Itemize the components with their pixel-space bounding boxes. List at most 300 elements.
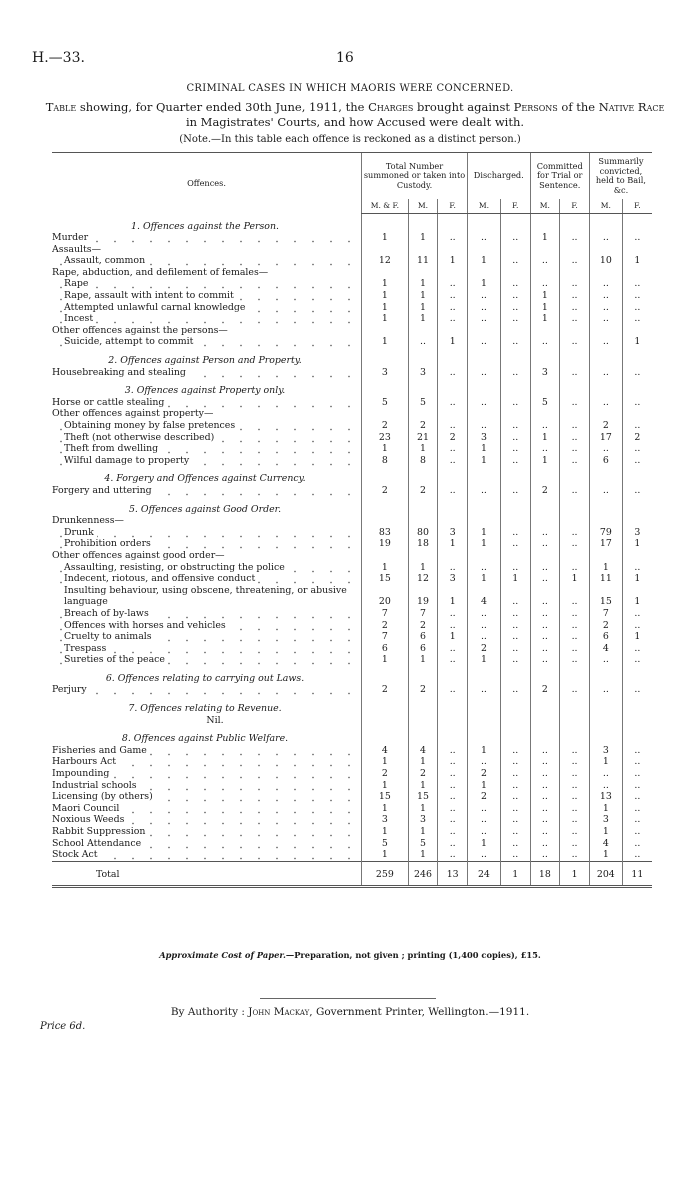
- cell-summarily-f: [622, 378, 652, 397]
- cell-discharged-m: 1: [468, 443, 501, 455]
- cell-total-mf: 2: [362, 485, 409, 497]
- table-row: [52, 420, 652, 432]
- cell-summarily-f: ..: [622, 608, 652, 620]
- section-heading-label: 8. Offences against Public Welfare.: [121, 733, 289, 745]
- table-row: [52, 336, 652, 348]
- section-heading: [52, 348, 362, 367]
- cell-committed-f: ..: [560, 313, 590, 325]
- cell-summarily-m: 6: [589, 631, 622, 643]
- offence-label: Perjury: [52, 684, 90, 695]
- offence-name: [52, 780, 362, 792]
- cell-total-f: ..: [438, 838, 468, 850]
- cell-discharged-f: ..: [500, 643, 530, 655]
- cell-total-m: 80: [408, 527, 438, 539]
- table-row: [52, 814, 652, 826]
- cell-summarily-f: [622, 666, 652, 685]
- offence-label: School Attendance: [52, 838, 144, 849]
- cell-committed-f: ..: [560, 443, 590, 455]
- cell-total-f: [438, 348, 468, 367]
- cell-committed-f: ..: [560, 814, 590, 826]
- table-row: [52, 684, 652, 696]
- offence-name: [52, 255, 362, 267]
- cell-total-f: ..: [438, 791, 468, 803]
- cell-total-f: ..: [438, 455, 468, 467]
- cell-discharged-f: [500, 244, 530, 256]
- cell-summarily-f: [622, 497, 652, 516]
- cell-total-f: ..: [438, 654, 468, 666]
- cell-summarily-m: 10: [589, 255, 622, 267]
- cell-discharged-m: 2: [468, 768, 501, 780]
- cell-discharged-f: ..: [500, 290, 530, 302]
- cell-total-m: [408, 267, 438, 279]
- cell-committed-f: ..: [560, 643, 590, 655]
- nil-text: Nil.: [206, 715, 226, 726]
- cell-summarily-m: 3: [589, 745, 622, 757]
- subtitle-part: showing, for Quarter ended 30th June, 1911, the: [76, 100, 369, 114]
- cell-summarily-f: ..: [622, 814, 652, 826]
- cell-summarily-m: 79: [589, 527, 622, 539]
- cell-summarily-f: [622, 515, 652, 527]
- cell-total-m: 1: [408, 780, 438, 792]
- cell-summarily-f: [622, 466, 652, 485]
- cell-committed-f: 1: [560, 573, 590, 585]
- cell-discharged-f: ..: [500, 838, 530, 850]
- cell-total-m: [408, 696, 438, 715]
- cell-summarily-m: 1: [589, 756, 622, 768]
- subheader-m: M.: [408, 199, 438, 214]
- section-heading-label: 1. Offences against the Person.: [131, 220, 279, 232]
- cell-committed-f: [560, 550, 590, 562]
- offence-name: [52, 420, 362, 432]
- cell-total-f: [438, 550, 468, 562]
- table-row: [52, 302, 652, 314]
- subheader-f: F.: [560, 199, 590, 214]
- cell-total-m: 19: [408, 585, 438, 608]
- cell-committed-m: ..: [530, 255, 560, 267]
- cell-summarily-f: ..: [622, 455, 652, 467]
- cell-committed-m: ..: [530, 803, 560, 815]
- table-row: [52, 367, 652, 379]
- cell-summarily-m: 11: [589, 573, 622, 585]
- cell-summarily-f: [622, 408, 652, 420]
- cell-summarily-f: ..: [622, 643, 652, 655]
- offence-label: Theft from dwelling: [64, 443, 161, 454]
- offence-name: [52, 443, 362, 455]
- cell-total-f: ..: [438, 849, 468, 861]
- table-row: [52, 620, 652, 632]
- cell-discharged-f: [500, 325, 530, 337]
- cell-committed-m: [530, 696, 560, 715]
- cell-committed-f: ..: [560, 768, 590, 780]
- offence-label: Murder: [52, 232, 91, 243]
- cell-summarily-f: ..: [622, 420, 652, 432]
- cell-summarily-f: ..: [622, 485, 652, 497]
- cell-summarily-f: ..: [622, 745, 652, 757]
- offence-name: [52, 849, 362, 861]
- cell-total-m: 18: [408, 538, 438, 550]
- offence-label: Assault, common: [64, 255, 148, 266]
- cell-total-mf: 1: [362, 443, 409, 455]
- cell-discharged-m: ..: [468, 631, 501, 643]
- offence-name: [52, 684, 362, 696]
- cell-discharged-f: ..: [500, 814, 530, 826]
- cell-discharged-f: ..: [500, 232, 530, 244]
- offence-label: Insulting behaviour, using obscene, threatening, or abusive language: [64, 584, 347, 608]
- cell-summarily-f: ..: [622, 313, 652, 325]
- cell-discharged-m: ..: [468, 420, 501, 432]
- cell-total-f: [438, 726, 468, 745]
- cell-committed-m: 3: [530, 367, 560, 379]
- cell-discharged-m: [468, 515, 501, 527]
- cell-summarily-f: ..: [622, 397, 652, 409]
- offence-name: [52, 397, 362, 409]
- cell-discharged-f: ..: [500, 780, 530, 792]
- cell-discharged-m: ..: [468, 756, 501, 768]
- section-heading-label: 4. Forgery and Offences against Currency.: [104, 473, 306, 485]
- cell-committed-f: ..: [560, 608, 590, 620]
- cell-total-mf: 15: [362, 791, 409, 803]
- section-heading: [52, 497, 362, 516]
- cell-summarily-f: 1: [622, 585, 652, 608]
- subheader-m: M.: [530, 199, 560, 214]
- cell-summarily-m: 17: [589, 432, 622, 444]
- table-row: [52, 550, 652, 562]
- cell-summarily-f: ..: [622, 302, 652, 314]
- offence-name: [52, 756, 362, 768]
- cell-total-f: 1: [438, 631, 468, 643]
- cell-total-m: 2: [408, 485, 438, 497]
- offence-name: [52, 244, 362, 256]
- cell-total-mf: 7: [362, 631, 409, 643]
- cell-discharged-f: ..: [500, 745, 530, 757]
- table-row: [52, 244, 652, 256]
- section-heading: [52, 696, 362, 715]
- table-subtitle: [40, 100, 670, 130]
- cell-total-mf: 1: [362, 849, 409, 861]
- cell-committed-f: [560, 715, 590, 727]
- offence-label: Rabbit Suppression: [52, 826, 148, 837]
- subheader-m: M.: [589, 199, 622, 214]
- cell-total-mf: 2: [362, 768, 409, 780]
- offence-label: Assaults—: [52, 244, 104, 255]
- cell-total-mf: 6: [362, 643, 409, 655]
- cell-total-m: 21: [408, 432, 438, 444]
- cell-total-m: 3: [408, 814, 438, 826]
- cell-committed-f: [560, 325, 590, 337]
- cell-discharged-m: [468, 378, 501, 397]
- section-heading-row: [52, 696, 652, 715]
- cell-discharged-f: ..: [500, 455, 530, 467]
- table-row: [52, 538, 652, 550]
- table-row: [52, 455, 652, 467]
- offence-name: [52, 791, 362, 803]
- cell-total-m: 8: [408, 455, 438, 467]
- cell-committed-f: ..: [560, 631, 590, 643]
- offence-label: Industrial schools: [52, 780, 140, 791]
- cell-committed-m: ..: [530, 527, 560, 539]
- cell-discharged-f: ..: [500, 585, 530, 608]
- cell-discharged-m: 1: [468, 745, 501, 757]
- cell-discharged-f: ..: [500, 684, 530, 696]
- cell-summarily-f: ..: [622, 826, 652, 838]
- table-row: [52, 432, 652, 444]
- subtitle-part: Table: [45, 100, 77, 114]
- subtitle-part: Persons: [513, 100, 558, 114]
- cell-committed-f: ..: [560, 756, 590, 768]
- cell-discharged-m: [468, 550, 501, 562]
- cell-discharged-m: 2: [468, 643, 501, 655]
- cell-total-m: 6: [408, 631, 438, 643]
- total-row: [52, 861, 652, 886]
- cell-summarily-m: 1: [589, 826, 622, 838]
- offence-name: [52, 455, 362, 467]
- cell-total-f: 1: [438, 585, 468, 608]
- cell-discharged-m: [468, 466, 501, 485]
- cell-committed-f: [560, 244, 590, 256]
- cell-total-f: ..: [438, 397, 468, 409]
- cell-total-f: ..: [438, 313, 468, 325]
- cell-committed-m: ..: [530, 573, 560, 585]
- table-row: [52, 485, 652, 497]
- offence-label: Stock Act: [52, 849, 101, 860]
- cell-discharged-m: 1: [468, 527, 501, 539]
- cell-summarily-m: 6: [589, 455, 622, 467]
- section-heading-row: [52, 378, 652, 397]
- offence-name: [52, 325, 362, 337]
- cell-summarily-f: 3: [622, 527, 652, 539]
- cell-total-m: 1: [408, 803, 438, 815]
- cell-total-f: [438, 497, 468, 516]
- cell-discharged-m: ..: [468, 562, 501, 574]
- cell-discharged-f: 1: [500, 861, 530, 886]
- total-text: Total: [96, 869, 123, 880]
- section-heading-label: 7. Offences relating to Revenue.: [128, 703, 282, 715]
- cell-total-mf: 23: [362, 432, 409, 444]
- offence-label: Other offences against property—: [52, 408, 216, 419]
- cell-summarily-m: [589, 696, 622, 715]
- table-row: [52, 654, 652, 666]
- cell-total-mf: 83: [362, 527, 409, 539]
- cell-total-mf: 1: [362, 780, 409, 792]
- table-row: [52, 838, 652, 850]
- cell-committed-m: ..: [530, 814, 560, 826]
- cell-committed-m: ..: [530, 780, 560, 792]
- cell-total-m: [408, 466, 438, 485]
- cell-total-m: 5: [408, 397, 438, 409]
- table-body: [52, 214, 652, 887]
- cell-total-mf: [362, 515, 409, 527]
- offence-label: Horse or cattle stealing: [52, 397, 167, 408]
- cell-summarily-f: [622, 325, 652, 337]
- authority-prefix: By Authority :: [170, 1006, 249, 1018]
- cell-total-f: ..: [438, 367, 468, 379]
- cell-discharged-m: [468, 666, 501, 685]
- cell-total-mf: [362, 550, 409, 562]
- cell-committed-f: ..: [560, 538, 590, 550]
- cell-summarily-m: ..: [589, 278, 622, 290]
- cell-total-mf: 1: [362, 290, 409, 302]
- cell-committed-f: [560, 408, 590, 420]
- cell-committed-m: ..: [530, 585, 560, 608]
- cell-discharged-f: ..: [500, 654, 530, 666]
- cell-discharged-f: ..: [500, 443, 530, 455]
- cell-discharged-m: ..: [468, 608, 501, 620]
- cell-total-m: 2: [408, 620, 438, 632]
- cell-total-f: ..: [438, 608, 468, 620]
- cell-committed-m: [530, 378, 560, 397]
- cell-summarily-f: ..: [622, 756, 652, 768]
- table-row: [52, 573, 652, 585]
- cell-committed-f: ..: [560, 654, 590, 666]
- cell-summarily-m: [589, 348, 622, 367]
- cell-discharged-f: 1: [500, 573, 530, 585]
- cell-total-f: [438, 696, 468, 715]
- offence-label: Prohibition orders: [64, 538, 154, 549]
- cell-discharged-m: ..: [468, 290, 501, 302]
- cell-discharged-f: [500, 408, 530, 420]
- cell-total-m: 1: [408, 826, 438, 838]
- cell-total-m: [408, 214, 438, 233]
- authority-suffix: , Government Printer, Wellington.—1911.: [309, 1006, 530, 1018]
- cell-summarily-m: [589, 497, 622, 516]
- cell-total-mf: [362, 466, 409, 485]
- cell-committed-f: ..: [560, 336, 590, 348]
- cell-discharged-f: ..: [500, 336, 530, 348]
- cell-discharged-f: [500, 214, 530, 233]
- offence-label: Attempted unlawful carnal knowledge: [64, 302, 248, 313]
- cell-total-f: [438, 666, 468, 685]
- offence-label: Other offences against the persons—: [52, 325, 231, 336]
- cell-summarily-m: ..: [589, 443, 622, 455]
- offence-label: Obtaining money by false pretences: [64, 420, 238, 431]
- header-offences: Offences.: [52, 153, 362, 214]
- cell-summarily-f: ..: [622, 278, 652, 290]
- cell-committed-m: ..: [530, 443, 560, 455]
- section-heading: [52, 726, 362, 745]
- cell-total-m: [408, 408, 438, 420]
- cell-committed-m: 2: [530, 684, 560, 696]
- section-heading-label: 6. Offences relating to carrying out Laws.: [105, 672, 305, 684]
- cell-discharged-f: ..: [500, 278, 530, 290]
- table-row: [52, 756, 652, 768]
- cell-total-m: 11: [408, 255, 438, 267]
- cell-discharged-f: ..: [500, 485, 530, 497]
- cell-discharged-m: [468, 214, 501, 233]
- cell-total-mf: 5: [362, 397, 409, 409]
- cell-total-f: ..: [438, 745, 468, 757]
- cell-discharged-m: 1: [468, 780, 501, 792]
- cell-summarily-m: ..: [589, 684, 622, 696]
- total-label: [52, 861, 362, 886]
- cell-total-mf: [362, 666, 409, 685]
- cell-total-m: [408, 378, 438, 397]
- subheader-f: F.: [622, 199, 652, 214]
- cell-discharged-m: ..: [468, 620, 501, 632]
- printer-name: John Mackay: [248, 1006, 310, 1018]
- cell-summarily-f: ..: [622, 620, 652, 632]
- cell-committed-f: ..: [560, 562, 590, 574]
- cell-total-f: [438, 325, 468, 337]
- cell-total-mf: 1: [362, 803, 409, 815]
- cell-total-mf: 12: [362, 255, 409, 267]
- table-row: [52, 745, 652, 757]
- section-heading-label: 2. Offences against Person and Property.: [108, 355, 302, 367]
- cell-total-m: 246: [408, 861, 438, 886]
- cell-summarily-m: [589, 267, 622, 279]
- table-row: [52, 585, 652, 608]
- offence-label: Rape, abduction, and defilement of females—: [52, 267, 271, 278]
- section-heading-row: [52, 726, 652, 745]
- cell-total-f: ..: [438, 562, 468, 574]
- cell-discharged-f: ..: [500, 849, 530, 861]
- offence-name: [52, 562, 362, 574]
- offence-label: Incest: [64, 313, 96, 324]
- offence-label: Breach of by-laws: [64, 608, 152, 619]
- cell-discharged-m: 24: [468, 861, 501, 886]
- cell-discharged-f: [500, 497, 530, 516]
- offence-label: Wilful damage to property: [64, 455, 192, 466]
- cell-summarily-m: 4: [589, 643, 622, 655]
- cost-label: Approximate Cost of Paper.: [159, 950, 286, 960]
- table-row: [52, 313, 652, 325]
- offence-label: Harbours Act: [52, 756, 119, 767]
- section-heading: [52, 214, 362, 233]
- offence-name: [52, 267, 362, 279]
- cell-discharged-m: ..: [468, 313, 501, 325]
- cell-total-m: 1: [408, 232, 438, 244]
- cell-summarily-f: ..: [622, 562, 652, 574]
- offence-label: Drunk: [64, 527, 97, 538]
- cell-summarily-m: 4: [589, 838, 622, 850]
- cell-committed-m: ..: [530, 838, 560, 850]
- section-heading-label: 3. Offences against Property only.: [124, 385, 286, 397]
- cell-summarily-m: 15: [589, 585, 622, 608]
- cell-committed-f: ..: [560, 432, 590, 444]
- cell-summarily-m: [589, 726, 622, 745]
- cell-discharged-f: ..: [500, 527, 530, 539]
- cell-summarily-m: ..: [589, 336, 622, 348]
- cell-summarily-f: ..: [622, 768, 652, 780]
- offence-name: [52, 290, 362, 302]
- cell-committed-m: [530, 715, 560, 727]
- table-row: [52, 527, 652, 539]
- cell-total-mf: [362, 696, 409, 715]
- offence-name: [52, 527, 362, 539]
- cell-total-mf: 5: [362, 838, 409, 850]
- offence-label: Suicide, attempt to commit: [64, 336, 196, 347]
- cell-total-m: 2: [408, 768, 438, 780]
- offence-name: [52, 538, 362, 550]
- cell-total-m: 1: [408, 313, 438, 325]
- cell-discharged-f: ..: [500, 631, 530, 643]
- cell-discharged-m: 1: [468, 255, 501, 267]
- cell-committed-m: 1: [530, 455, 560, 467]
- cell-discharged-m: [468, 348, 501, 367]
- cell-committed-f: [560, 515, 590, 527]
- cell-total-f: ..: [438, 803, 468, 815]
- cell-total-mf: [362, 267, 409, 279]
- cell-total-mf: 1: [362, 278, 409, 290]
- cell-summarily-f: ..: [622, 654, 652, 666]
- cell-discharged-m: ..: [468, 826, 501, 838]
- cell-total-mf: 3: [362, 814, 409, 826]
- cell-total-f: ..: [438, 826, 468, 838]
- cell-discharged-m: [468, 325, 501, 337]
- cell-summarily-f: [622, 550, 652, 562]
- cell-committed-f: ..: [560, 620, 590, 632]
- cell-total-f: [438, 515, 468, 527]
- cell-committed-m: [530, 244, 560, 256]
